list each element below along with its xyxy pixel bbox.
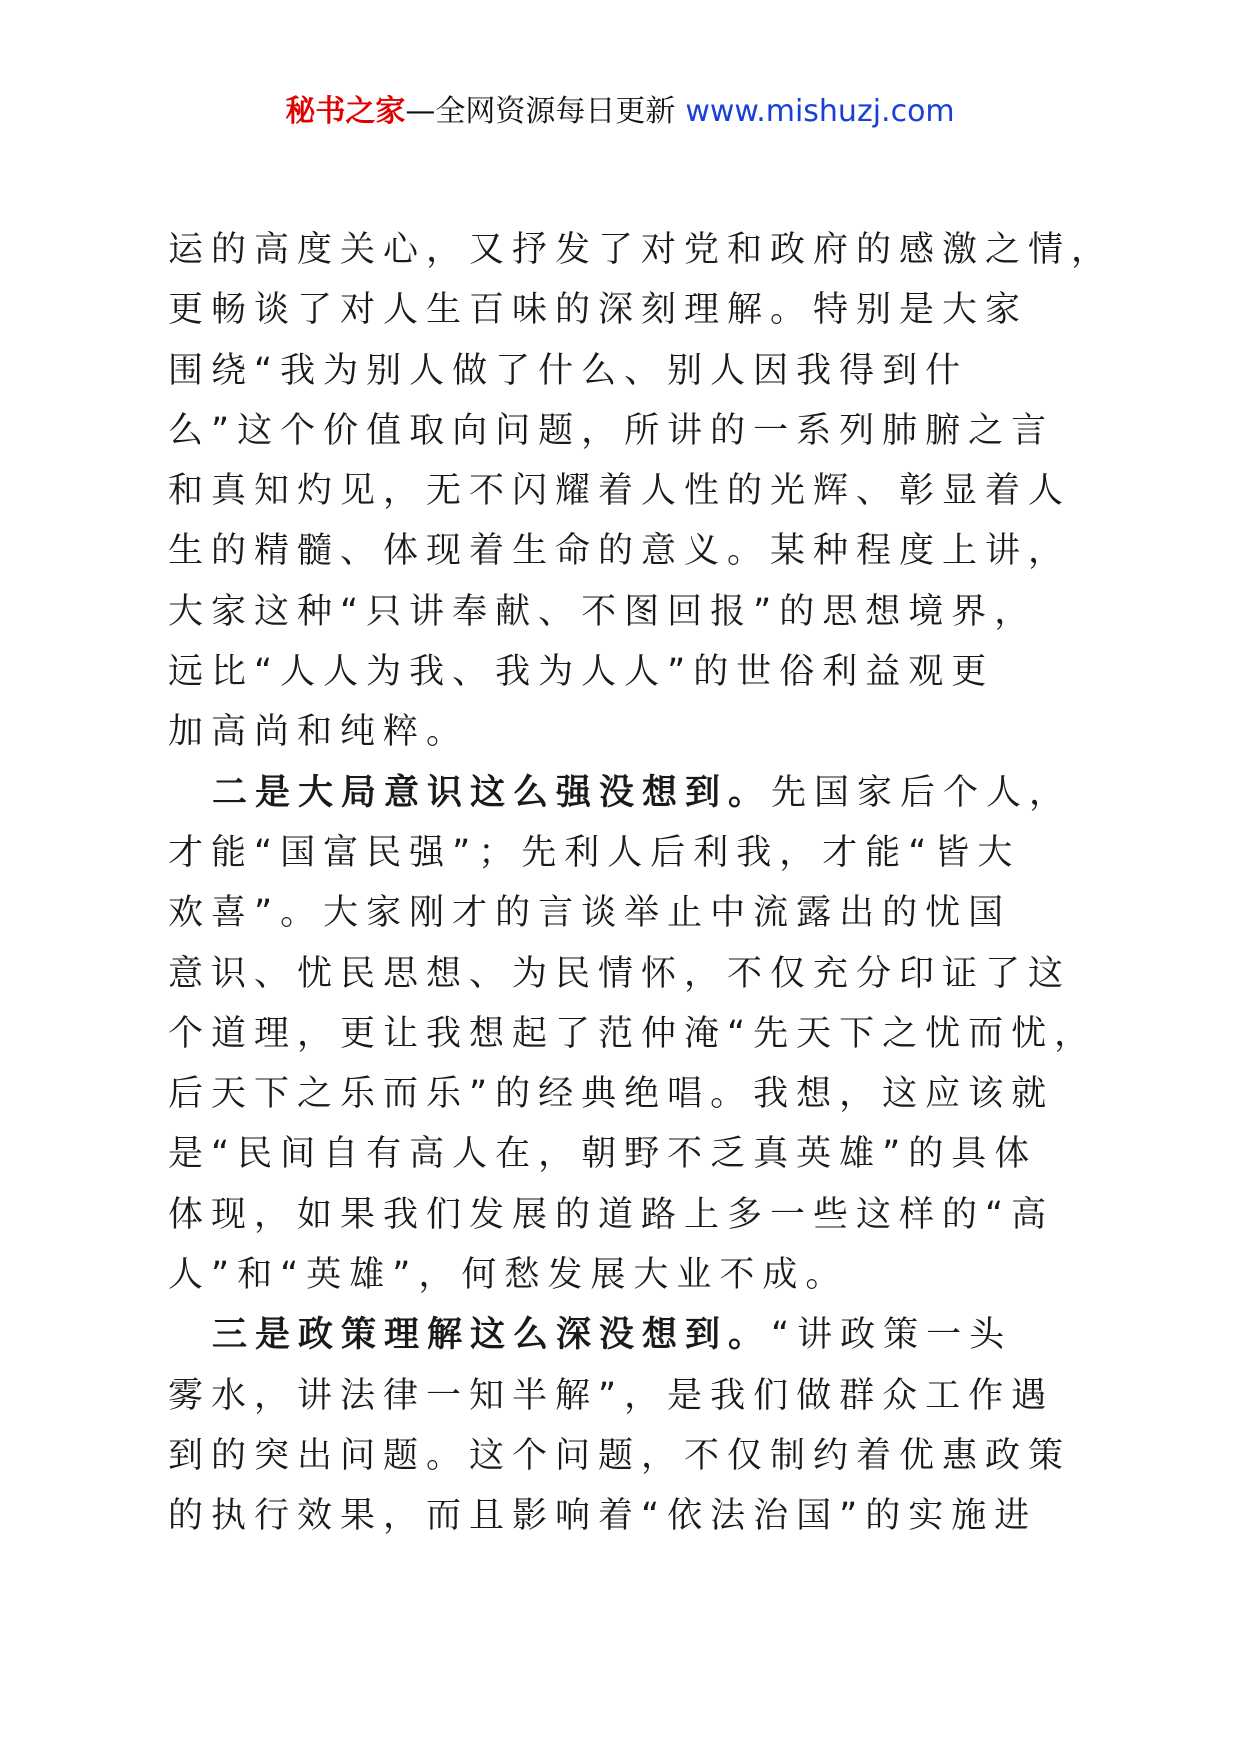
section-text: 先国家后个人， bbox=[771, 772, 1073, 813]
page-header bbox=[0, 92, 1240, 132]
text-line: 生的精髓、体现着生命的意义。某种程度上讲， bbox=[168, 531, 1072, 572]
text-line: 雾水，讲法律一知半解”，是我们做群众工作遇 bbox=[168, 1375, 1055, 1416]
section-heading: 二是大局意识这么强没想到。 bbox=[212, 772, 772, 813]
document-body bbox=[168, 220, 1115, 1547]
text-line: 个道理，更让我想起了范仲淹“先天下之忧而忧， bbox=[168, 1013, 1098, 1054]
text-line: 才能“国富民强”；先利人后利我，才能“皆大 bbox=[168, 832, 1021, 873]
section-heading-line bbox=[168, 763, 1098, 823]
text-line: 欢喜”。大家刚才的言谈举止中流露出的忧国 bbox=[168, 893, 1012, 934]
text-line: 远比“人人为我、我为人人”的世俗利益观更 bbox=[168, 652, 995, 693]
section-heading-line bbox=[168, 1305, 1098, 1365]
text-line: 体现，如果我们发展的道路上多一些这样的“高 bbox=[168, 1194, 1055, 1235]
text-line: 人”和“英雄”，何愁发展大业不成。 bbox=[168, 1255, 849, 1296]
website-link[interactable]: www.mishuzj.com bbox=[685, 94, 955, 129]
text-line: 围绕“我为别人做了什么、别人因我得到什 bbox=[168, 350, 969, 391]
section-heading: 三是政策理解这么深没想到。 bbox=[212, 1315, 772, 1356]
text-line: 是“民间自有高人在，朝野不乏真英雄”的具体 bbox=[168, 1134, 1038, 1175]
text-line: 更畅谈了对人生百味的深刻理解。特别是大家 bbox=[168, 290, 1029, 331]
text-line: 么”这个价值取向问题，所讲的一系列肺腑之言 bbox=[168, 410, 1055, 451]
text-line: 到的突出问题。这个问题，不仅制约着优惠政策 bbox=[168, 1435, 1072, 1476]
text-line: 加高尚和纯粹。 bbox=[168, 712, 470, 753]
text-line: 运的高度关心，又抒发了对党和政府的感激之情， bbox=[168, 230, 1115, 270]
text-line: 后天下之乐而乐”的经典绝唱。我想，这应该就 bbox=[168, 1074, 1055, 1115]
text-line: 意识、忧民思想、为民情怀，不仅充分印证了这 bbox=[168, 953, 1072, 994]
header-tagline: —全网资源每日更新 bbox=[405, 94, 676, 129]
text-line: 大家这种“只讲奉献、不图回报”的思想境界， bbox=[168, 591, 1038, 632]
text-line: 的执行效果，而且影响着“依法治国”的实施进 bbox=[168, 1496, 1038, 1537]
text-line: 和真知灼见，无不闪耀着人性的光辉、彰显着人 bbox=[168, 471, 1072, 512]
section-text: “讲政策一头 bbox=[771, 1315, 1013, 1356]
brand-name: 秘书之家 bbox=[285, 94, 406, 129]
